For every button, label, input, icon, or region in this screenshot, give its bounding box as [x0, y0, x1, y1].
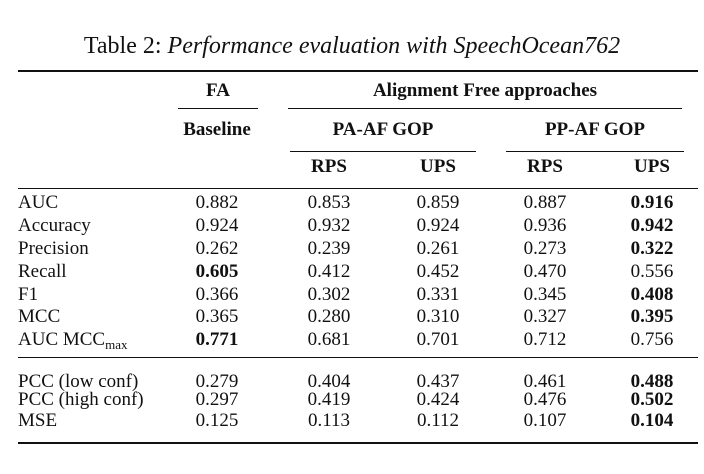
row-label-text: Accuracy — [18, 215, 91, 236]
table-row — [0, 306, 704, 328]
pp-af-underline — [506, 151, 684, 152]
row-label — [18, 389, 144, 411]
value-cell: 0.419 — [307, 389, 351, 410]
value-cell: 0.924 — [416, 215, 460, 236]
row-label — [18, 410, 57, 432]
row-label-text: MCC — [18, 306, 61, 327]
value-cell: 0.365 — [195, 306, 239, 327]
value-cell: 0.502 — [630, 389, 674, 410]
value-cell: 0.932 — [307, 215, 351, 236]
table-row — [0, 329, 704, 351]
value-cell: 0.712 — [523, 329, 567, 350]
value-cell: 0.470 — [523, 261, 567, 282]
header-pa-rps: RPS — [311, 156, 347, 177]
value-cell: 0.302 — [307, 284, 351, 305]
table-row — [0, 389, 704, 411]
value-cell: 0.942 — [630, 215, 674, 236]
row-label-text: F1 — [18, 284, 39, 305]
header-alignment-free: Alignment Free approaches — [372, 80, 598, 101]
row-label-text: PCC (low conf) — [18, 371, 139, 392]
row-label — [18, 215, 91, 237]
value-cell: 0.366 — [195, 284, 239, 305]
header-pp-ups: UPS — [634, 156, 670, 177]
alignment-free-underline — [288, 108, 682, 109]
value-cell: 0.488 — [630, 371, 674, 392]
value-cell: 0.556 — [630, 261, 674, 282]
row-label — [18, 238, 89, 260]
header-pa-af-gop: PA-AF GOP — [332, 119, 434, 140]
row-label-text: PCC (high conf) — [18, 389, 144, 410]
value-cell: 0.280 — [307, 306, 351, 327]
row-label — [18, 284, 38, 306]
table-row — [0, 238, 704, 260]
value-cell: 0.125 — [195, 410, 239, 431]
row-label-subscript: max — [105, 337, 128, 352]
bottom-rule — [18, 442, 698, 444]
table-row — [0, 284, 704, 306]
caption-title: Performance evaluation with SpeechOcean762 — [167, 33, 621, 59]
value-cell: 0.310 — [416, 306, 460, 327]
value-cell: 0.771 — [195, 329, 239, 350]
value-cell: 0.476 — [523, 389, 567, 410]
fa-underline — [178, 108, 258, 109]
row-label-text: Precision — [18, 238, 89, 259]
value-cell: 0.331 — [416, 284, 460, 305]
value-cell: 0.322 — [630, 238, 674, 259]
value-cell: 0.107 — [523, 410, 567, 431]
value-cell: 0.452 — [416, 261, 460, 282]
value-cell: 0.279 — [195, 371, 239, 392]
row-label-text: Recall — [18, 261, 67, 282]
caption-prefix: Table 2: — [83, 33, 168, 59]
value-cell: 0.327 — [523, 306, 567, 327]
value-cell: 0.412 — [307, 261, 351, 282]
table-row — [0, 410, 704, 432]
value-cell: 0.853 — [307, 192, 351, 213]
group-rule — [18, 357, 698, 358]
row-label-text: MSE — [18, 410, 58, 431]
row-label-text: AUC — [18, 192, 59, 213]
value-cell: 0.437 — [416, 371, 460, 392]
header-fa: FA — [206, 80, 230, 101]
value-cell: 0.882 — [195, 192, 239, 213]
value-cell: 0.605 — [195, 261, 239, 282]
row-label — [18, 306, 60, 328]
row-label — [18, 192, 58, 214]
value-cell: 0.887 — [523, 192, 567, 213]
header-pp-af-gop: PP-AF GOP — [544, 119, 646, 140]
value-cell: 0.408 — [630, 284, 674, 305]
value-cell: 0.936 — [523, 215, 567, 236]
top-rule — [18, 70, 698, 72]
value-cell: 0.461 — [523, 371, 567, 392]
value-cell: 0.112 — [416, 410, 460, 431]
value-cell: 0.261 — [416, 238, 460, 259]
value-cell: 0.681 — [307, 329, 351, 350]
value-cell: 0.859 — [416, 192, 460, 213]
value-cell: 0.701 — [416, 329, 460, 350]
value-cell: 0.395 — [630, 306, 674, 327]
row-label — [18, 261, 67, 283]
table-caption — [0, 31, 704, 61]
table-row — [0, 215, 704, 237]
value-cell: 0.756 — [630, 329, 674, 350]
header-baseline: Baseline — [183, 119, 251, 140]
value-cell: 0.104 — [630, 410, 674, 431]
table-row — [0, 261, 704, 283]
row-label — [18, 329, 128, 351]
value-cell: 0.262 — [195, 238, 239, 259]
value-cell: 0.297 — [195, 389, 239, 410]
value-cell: 0.113 — [307, 410, 351, 431]
value-cell: 0.916 — [630, 192, 674, 213]
value-cell: 0.924 — [195, 215, 239, 236]
value-cell: 0.424 — [416, 389, 460, 410]
value-cell: 0.404 — [307, 371, 351, 392]
value-cell: 0.345 — [523, 284, 567, 305]
row-label-text: AUC MCC — [18, 329, 106, 350]
value-cell: 0.239 — [307, 238, 351, 259]
pa-af-underline — [290, 151, 476, 152]
header-rule — [18, 188, 698, 189]
header-pa-ups: UPS — [420, 156, 456, 177]
header-pp-rps: RPS — [527, 156, 563, 177]
value-cell: 0.273 — [523, 238, 567, 259]
table-row — [0, 192, 704, 214]
